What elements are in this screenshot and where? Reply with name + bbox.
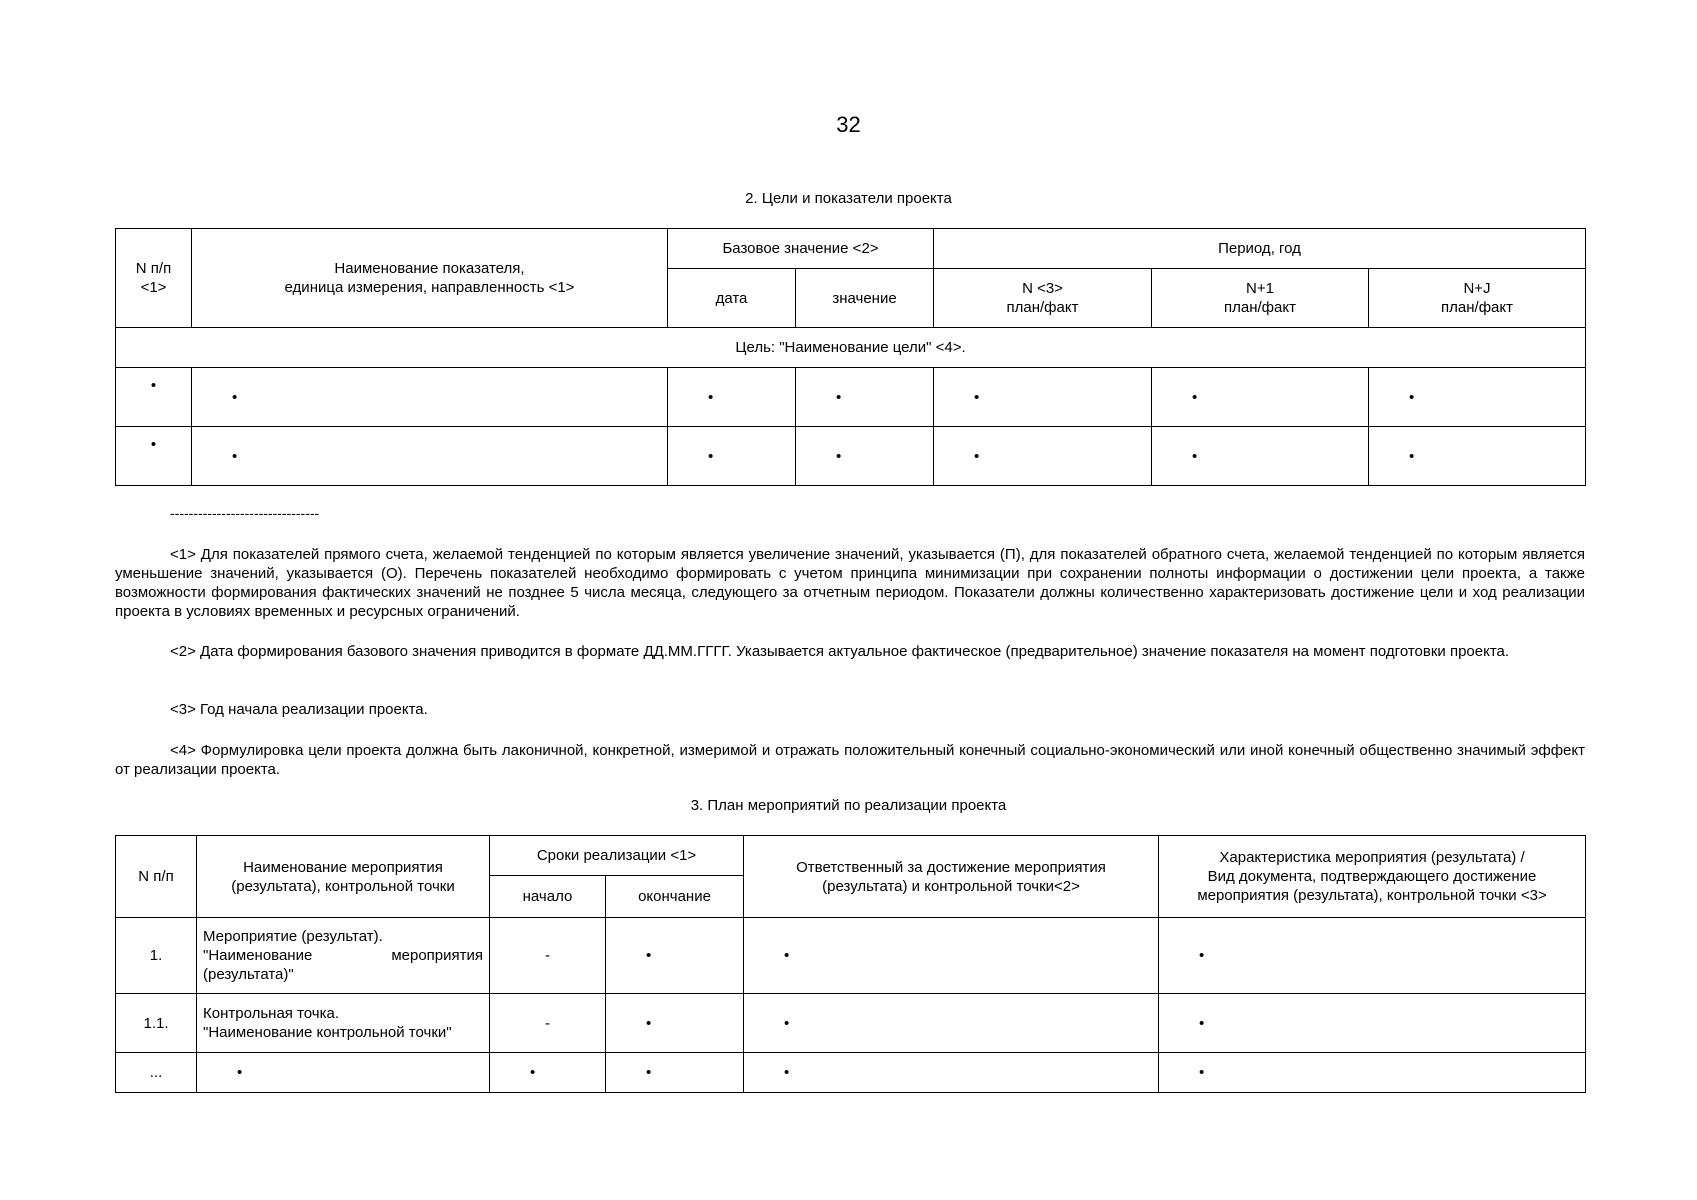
cell-bullet: • (1369, 427, 1586, 486)
header-indicator-name: Наименование показателя, единица измерения, направленность <1> (192, 229, 668, 328)
cell-bullet: • (116, 368, 192, 427)
header-base-val: значение (796, 269, 934, 328)
cell-bullet: • (1369, 368, 1586, 427)
row-characteristic: • (1159, 918, 1586, 994)
cell-bullet: • (934, 427, 1152, 486)
header-num: N п/п <1> (116, 229, 192, 328)
cell-bullet: • (192, 368, 668, 427)
header-period-n1: N+1 план/факт (1152, 269, 1369, 328)
row-characteristic: • (1159, 994, 1586, 1053)
footnote-text: <1> Для показателей прямого счета, желаемой тенденцией по которым является увеличение значений, указывается (П), для показателей обратного счета, желаемой тенденцией по которым является уменьшение значений, указывается (О). Перечень показателей необходимо формировать с учетом принципа минимизации при сохранении полноты информации о достижении цели проекта, а также возможности формирования фактических значений не позднее 5 числа месяца, следующего за отчетным периодом. Показатели должны количественно характеризовать достижение цели и ход реализации проекта в условиях временных и ресурсных ограничений. (115, 546, 1585, 620)
header-period: Период, год (934, 229, 1586, 269)
header-base-date: дата (668, 269, 796, 328)
header-characteristic: Характеристика мероприятия (результата) / Вид документа, подтверждающего достижение мероприятия (результата), контрольной точки <3> (1159, 836, 1586, 918)
action-plan-table (115, 835, 1586, 1093)
row-num: ... (116, 1053, 197, 1093)
goals-indicators-table (115, 228, 1586, 486)
cell-bullet: • (796, 368, 934, 427)
table-row (116, 1053, 1586, 1093)
footnote-4 (115, 741, 1585, 779)
table-row (116, 918, 1586, 994)
footnote-1 (115, 545, 1585, 621)
row-responsible: • (744, 994, 1159, 1053)
row-start: - (490, 918, 606, 994)
cell-bullet: • (116, 427, 192, 486)
cell-bullet: • (668, 427, 796, 486)
header-activity-name: Наименование мероприятия (результата), контрольной точки (197, 836, 490, 918)
page-number: 32 (836, 112, 861, 137)
row-end: • (606, 994, 744, 1053)
row-num: 1. (116, 918, 197, 994)
row-start: • (490, 1053, 606, 1093)
table-row (116, 994, 1586, 1053)
table-row (116, 427, 1586, 486)
cell-bullet: • (1152, 368, 1369, 427)
section-3-title: 3. План мероприятий по реализации проекта (690, 797, 1007, 814)
row-responsible: • (744, 918, 1159, 994)
header-base-value: Базовое значение <2> (668, 229, 934, 269)
header-period-nj: N+J план/факт (1369, 269, 1586, 328)
header-num: N п/п (116, 836, 197, 918)
goal-row: Цель: "Наименование цели" <4>. (116, 328, 1586, 368)
footnote-3 (115, 700, 1585, 719)
header-responsible: Ответственный за достижение мероприятия (результата) и контрольной точки<2> (744, 836, 1159, 918)
cell-bullet: • (668, 368, 796, 427)
row-name: Контрольная точка. "Наименование контрольной точки" (197, 994, 490, 1053)
row-characteristic: • (1159, 1053, 1586, 1093)
header-start: начало (490, 876, 606, 918)
footnote-text: <2> Дата формирования базового значения приводится в формате ДД.ММ.ГГГГ. Указывается актуальное фактическое (предварительное) значение показателя на момент подготовки проекта. (170, 643, 1510, 660)
table-row (116, 368, 1586, 427)
row-name: Мероприятие (результат). "Наименование мероприятия (результата)" (197, 918, 490, 994)
cell-bullet: • (1152, 427, 1369, 486)
row-end: • (606, 918, 744, 994)
footnote-text: <4> Формулировка цели проекта должна быть лаконичной, конкретной, измеримой и отражать положительный конечный социально-экономический или иной конечный общественно значимый эффект от реализации проекта. (115, 742, 1585, 778)
row-name: • (197, 1053, 490, 1093)
row-end: • (606, 1053, 744, 1093)
cell-bullet: • (192, 427, 668, 486)
row-num: 1.1. (116, 994, 197, 1053)
row-responsible: • (744, 1053, 1159, 1093)
footnote-text: <3> Год начала реализации проекта. (170, 701, 428, 718)
footnote-2 (115, 642, 1585, 661)
header-terms: Сроки реализации <1> (490, 836, 744, 876)
cell-bullet: • (934, 368, 1152, 427)
section-2-title: 2. Цели и показатели проекта (745, 190, 952, 207)
cell-bullet: • (796, 427, 934, 486)
header-end: окончание (606, 876, 744, 918)
row-start: - (490, 994, 606, 1053)
footnote-separator: -------------------------------- (170, 505, 320, 521)
header-period-n: N <3> план/факт (934, 269, 1152, 328)
